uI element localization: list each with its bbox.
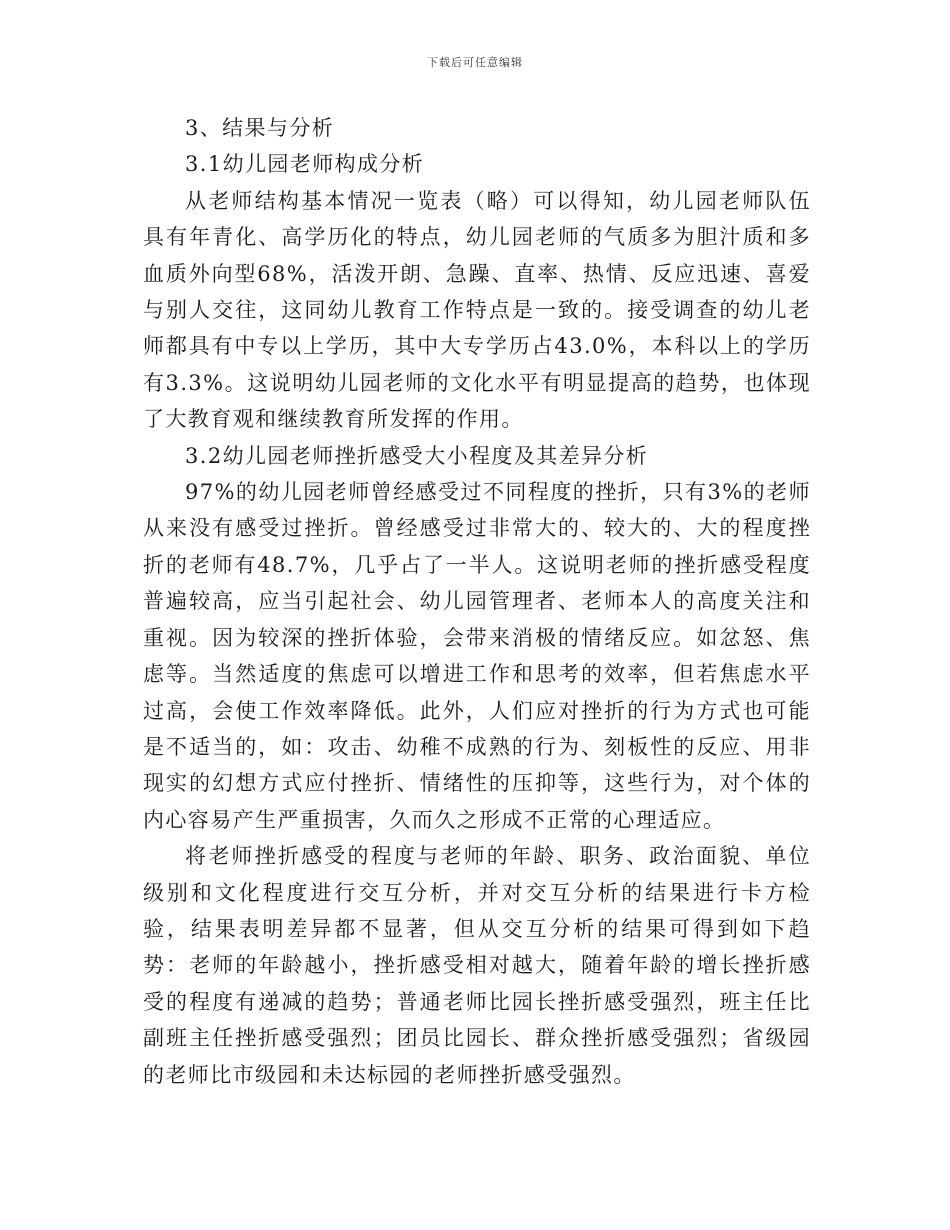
paragraph-frustration-degree: 97%的幼儿园老师曾经感受过不同程度的挫折，只有3%的老师从来没有感受过挫折。曾经感受过非常大的、较大的、大的程度挫折的老师有48.7%，几乎占了一半人。这说明老师的挫折感受程度普遍较高，应当引起社会、幼儿园管理者、老师本人的高度关注和重视。因为较深的挫折体验，会带来消极的情绪反应。如忿怒、焦虑等。当然适度的焦虑可以增进工作和思考的效率，但若焦虑水平过高，会使工作效率降低。此外，人们应对挫折的行为方式也可能是不适当的，如：攻击、幼稚不成熟的行为、刻板性的反应、用非现实的幻想方式应付挫折、情绪性的压抑等，这些行为，对个体的内心容易产生严重损害，久而久之形成不正常的心理适应。 [143,480,811,832]
page-header-note: 下载后可任意编辑 [427,56,523,69]
subsection-heading-3-1: 3.1幼儿园老师构成分析 [185,152,425,177]
paragraph-interaction-analysis: 将老师挫折感受的程度与老师的年龄、职务、政治面貌、单位级别和文化程度进行交互分析，并对交互分析的结果进行卡方检验，结果表明差异都不显著，但从交互分析的结果可得到如下趋势：老师的年龄越小，挫折感受相对越大，随着年龄的增长挫折感受的程度有递减的趋势；普通老师比园长挫折感受强烈，班主任比副班主任挫折感受强烈；团员比园长、群众挫折感受强烈；省级园的老师比市级园和未达标园的老师挫折感受强烈。 [143,844,811,1087]
subsection-heading-3-2: 3.2幼儿园老师挫折感受大小程度及其差异分析 [185,443,649,468]
paragraph-teacher-composition: 从老师结构基本情况一览表（略）可以得知，幼儿园老师队伍具有年青化、高学历化的特点，幼儿园老师的气质多为胆汁质和多血质外向型68%，活泼开朗、急躁、直率、热情、反应迅速、喜爱与别人交往，这同幼儿教育工作特点是一致的。接受调查的幼儿老师都具有中专以上学历，其中大专学历占43.0%，本科以上的学历有3.3%。这说明幼儿园老师的文化水平有明显提高的趋势，也体现了大教育观和继续教育所发挥的作用。 [143,188,811,432]
document-body [143,110,811,1093]
section-heading: 3、结果与分析 [185,116,335,140]
